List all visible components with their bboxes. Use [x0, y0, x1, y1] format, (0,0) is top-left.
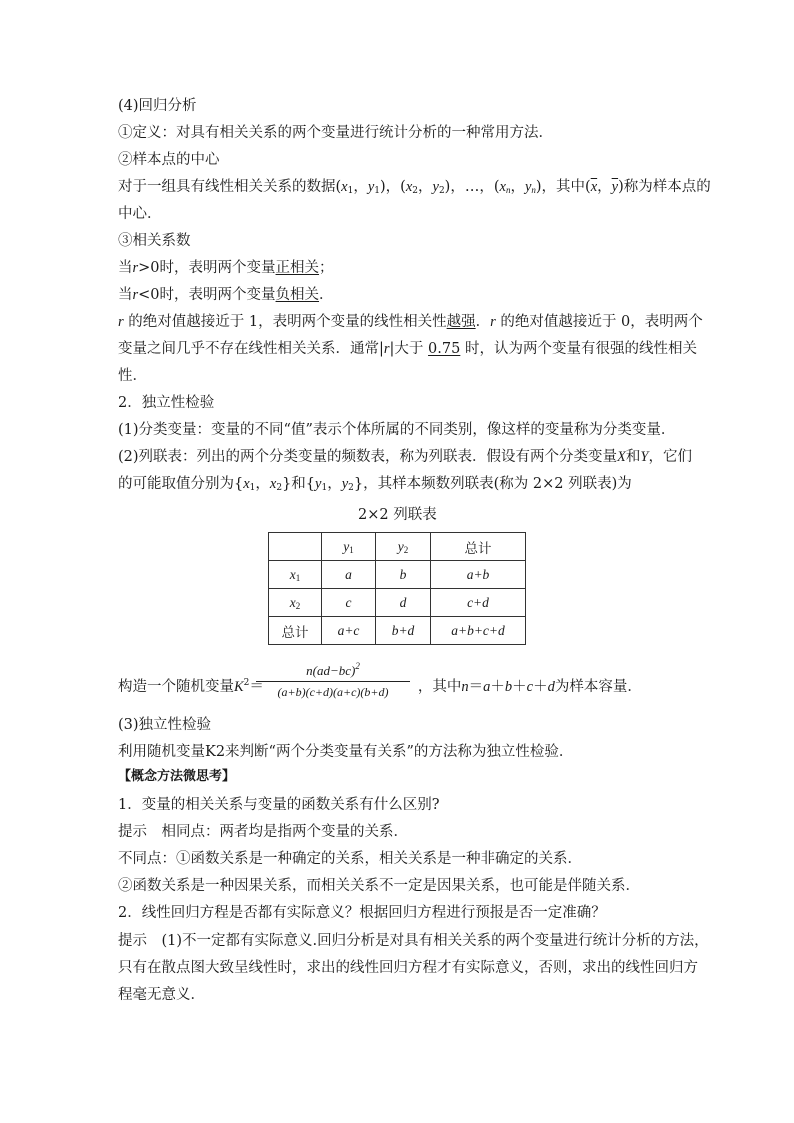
subheading-correlation: ③相关系数	[118, 233, 191, 249]
table-row	[269, 561, 526, 589]
table-cell: d	[376, 589, 431, 617]
k2-formula-line: 构造一个随机变量$K^2=$ ，其中n＝a＋b＋c＋d为样本容量．	[118, 678, 642, 695]
r-abs-line2: 变量之间几乎不存在线性相关关系．通常|r|大于 0.75 时，认为两个变量有很强的线性相关	[118, 341, 697, 357]
center-text-line1: 对于一组具有线性相关关系的数据($x_1$，$y_1$)，($x_2$，$y_2$)，…，($x_n$，$y_n$)，其中($\overline{x}$，$\overline{y}$)称为样本点的	[118, 179, 711, 196]
categorical-variable-text: (1)分类变量：变量的不同“值”表示个体所属的不同类别，像这样的变量称为分类变量．	[118, 422, 676, 438]
k2-fraction	[256, 663, 410, 700]
table-cell: b	[376, 561, 431, 589]
table-cell	[269, 533, 322, 561]
question-2: 2．线性回归方程是否都有实际意义？根据回归方程进行预报是否一定准确？	[118, 905, 606, 921]
section-heading-independence: 2．独立性检验	[118, 395, 215, 411]
answer-1-diff2: ②函数关系是一种因果关系，而相关关系不一定是因果关系，也可能是伴随关系．	[118, 878, 640, 894]
question-1: 1．变量的相关关系与变量的函数关系有什么区别?	[118, 797, 440, 813]
table-row	[269, 533, 526, 561]
table-cell: b+d	[376, 617, 431, 645]
table-cell: c	[322, 589, 376, 617]
think-title: 【概念方法微思考】	[118, 769, 236, 784]
table-row-label-x1: $x_1$	[269, 561, 322, 589]
center-text-line2: 中心．	[118, 206, 162, 222]
definition-text: ①定义：对具有相关关系的两个变量进行统计分析的一种常用方法．	[118, 125, 553, 141]
table-caption: 2×2 列联表	[358, 507, 437, 523]
r-abs-line1: r 的绝对值越接近于 1，表明两个变量的线性相关性越强．r 的绝对值越接近于 0，表明两个	[118, 314, 703, 330]
table-cell: a+b+c+d	[431, 617, 526, 645]
table-row	[269, 617, 526, 645]
subheading-center: ②样本点的中心	[118, 152, 220, 168]
r-negative-line: 当r<0时，表明两个变量负相关．	[118, 287, 334, 303]
answer-2-line1: 提示 (1)不一定都有实际意义.回归分析是对具有相关关系的两个变量进行统计分析的方法，	[118, 933, 709, 949]
answer-2-line3: 程毫无意义．	[118, 987, 205, 1003]
r-abs-line3: 性．	[118, 368, 147, 384]
contingency-table	[268, 532, 526, 645]
answer-2-line2: 只有在散点图大致呈线性时，求出的线性回归方程才有实际意义，否则，求出的线性回归方	[118, 960, 698, 976]
table-header-y1: $y_1$	[322, 533, 376, 561]
answer-1-diff1: 不同点：①函数关系是一种确定的关系，相关关系是一种非确定的关系．	[118, 851, 582, 867]
fraction-bar	[256, 681, 410, 682]
contingency-intro-line2: 的可能取值分别为{$x_1$，$x_2$}和{$y_1$，$y_2$}，其样本频数列联表(称为 2×2 列联表)为	[118, 476, 632, 493]
table-header-y2: $y_2$	[376, 533, 431, 561]
table-row	[269, 589, 526, 617]
table-header-total: 总计	[431, 533, 526, 561]
answer-1-same: 提示 相同点：两者均是指两个变量的关系．	[118, 824, 408, 840]
table-row-label-x2: $x_2$	[269, 589, 322, 617]
table-row-label-total: 总计	[269, 617, 322, 645]
k2-numerator: $n(ad-bc)^2$	[306, 661, 360, 678]
table-cell: a+c	[322, 617, 376, 645]
table-cell: a+b	[431, 561, 526, 589]
r-positive-line: 当r>0时，表明两个变量正相关；	[118, 260, 334, 276]
k2-denominator: (a+b)(c+d)(a+c)(b+d)	[277, 685, 389, 699]
table-cell: a	[322, 561, 376, 589]
independence-test-text: 利用随机变量K2来判断“两个分类变量有关系”的方法称为独立性检验．	[118, 744, 574, 760]
independence-test-heading: (3)独立性检验	[118, 717, 212, 733]
contingency-intro-line1: (2)列联表：列出的两个分类变量的频数表，称为列联表．假设有两个分类变量X和Y，它们	[118, 449, 692, 465]
section-heading: (4)回归分析	[118, 98, 197, 114]
table-cell: c+d	[431, 589, 526, 617]
